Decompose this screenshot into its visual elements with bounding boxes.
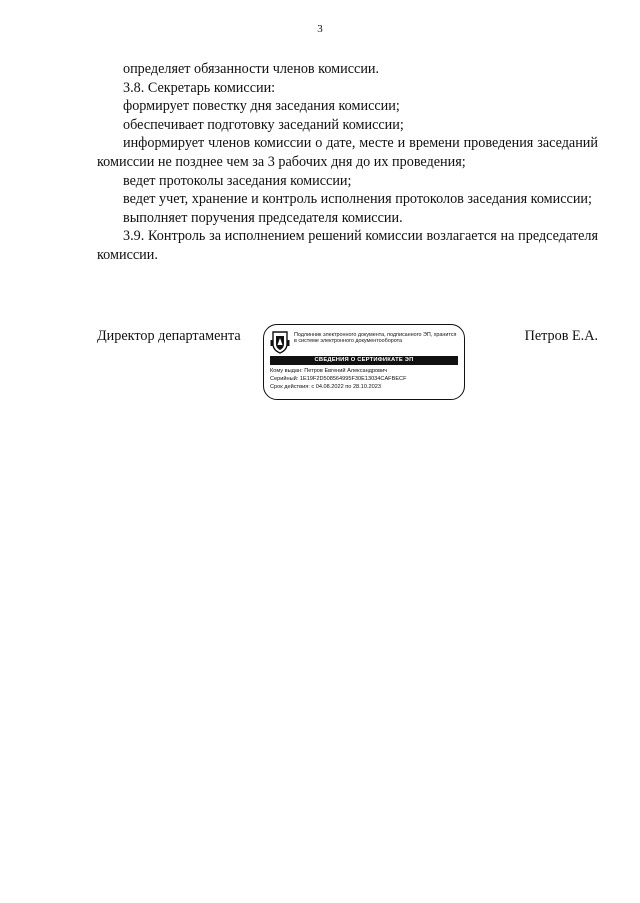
page-number: 3 bbox=[317, 23, 323, 35]
paragraph: ведет учет, хранение и контроль исполнения протоколов заседания комиссии; bbox=[123, 191, 592, 208]
paragraph: выполняет поручения председателя комиссии. bbox=[123, 209, 403, 226]
stamp-validity: Срок действия: с 04.08.2022 по 28.10.2023 bbox=[270, 384, 381, 390]
stamp-certificate-heading: СВЕДЕНИЯ О СЕРТИФИКАТЕ ЭП bbox=[270, 356, 458, 365]
signature-block bbox=[97, 320, 598, 405]
paragraph: 3.9. Контроль за исполнением решений комиссии возлагается на председателя комиссии. bbox=[97, 228, 598, 263]
paragraph: формирует повестку дня заседания комиссии; bbox=[123, 98, 400, 115]
document-body bbox=[97, 60, 598, 265]
stamp-issued-to: Кому выдан: Петров Евгений Александрович bbox=[270, 368, 388, 374]
coat-of-arms-icon bbox=[270, 330, 290, 354]
paragraph: обеспечивает подготовку заседаний комиссии; bbox=[123, 116, 404, 133]
paragraph: информирует членов комиссии о дате, месте и времени проведения заседаний комиссии не позднее чем за 3 рабочих дня до их проведения; bbox=[97, 135, 598, 170]
signatory-title: Директор департамента bbox=[97, 328, 241, 344]
paragraph: ведет протоколы заседания комиссии; bbox=[123, 172, 352, 189]
electronic-signature-stamp bbox=[263, 324, 465, 400]
stamp-header: Подлинник электронного документа, подписанного ЭП, хранится в системе электронного документооборота bbox=[294, 332, 457, 345]
stamp-serial: Серийный: 1E19F2D508564995F30E13034CAFBECF bbox=[270, 376, 407, 382]
section-heading: 3.8. Секретарь комиссии: bbox=[123, 79, 276, 96]
paragraph: определяет обязанности членов комиссии. bbox=[123, 61, 380, 77]
signatory-name: Петров Е.А. bbox=[524, 328, 598, 344]
